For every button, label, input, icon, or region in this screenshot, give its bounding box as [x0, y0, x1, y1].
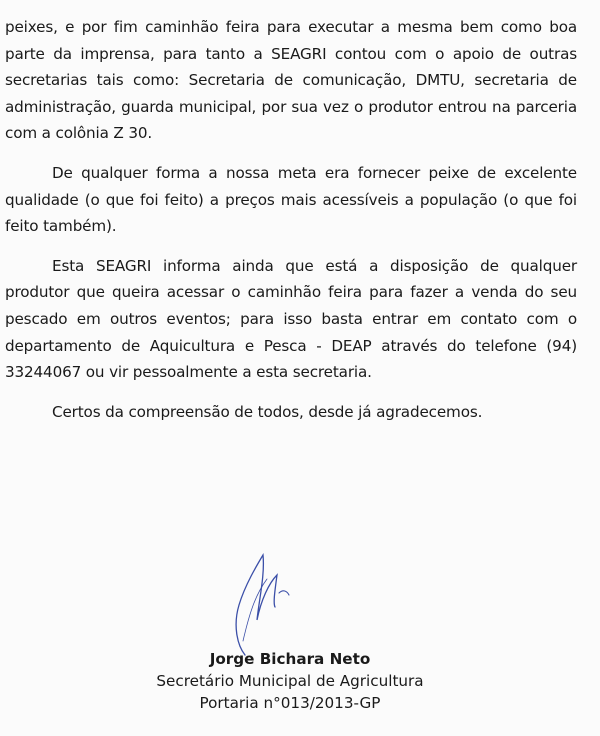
signature-stroke-tail — [279, 591, 289, 595]
signer-ordinance: Portaria n°013/2013-GP — [199, 694, 381, 712]
letter-body — [5, 14, 577, 425]
signer-title: Secretário Municipal de Agricultura — [156, 672, 424, 690]
signature-stroke-accent — [243, 579, 267, 641]
handwritten-signature — [215, 545, 305, 660]
signer-name: Jorge Bichara Neto — [209, 650, 371, 668]
paragraph-closing: Certos da compreensão de todos, desde já agradecemos. — [52, 402, 483, 421]
signature-stroke-main — [236, 555, 277, 655]
paragraph-continuation: peixes, e por fim caminhão feira para executar a mesma bem como boa parte da imprensa, para tanto a SEAGRI contou com o apoio de outras secretarias tais como: Secretaria de comunicação, DMTU, secretaria de administração, guarda municipal, por sua vez o produtor entrou na parceria com a colônia Z 30. — [5, 18, 577, 143]
signature-block — [150, 648, 430, 714]
paragraph-goal: De qualquer forma a nossa meta era fornecer peixe de excelente qualidade (o que foi feito) a preços mais acessíveis a população (o que foi feito também). — [5, 163, 577, 236]
paragraph-availability: Esta SEAGRI informa ainda que está a disposição de qualquer produtor que queira acessar o caminhão feira para fazer a venda do seu pescado em outros eventos; para isso basta entrar em contato com o departamento de Aquicultura e Pesca - DEAP através do telefone (94) 33244067 ou vir pessoalmente a esta secretaria. — [5, 256, 577, 382]
